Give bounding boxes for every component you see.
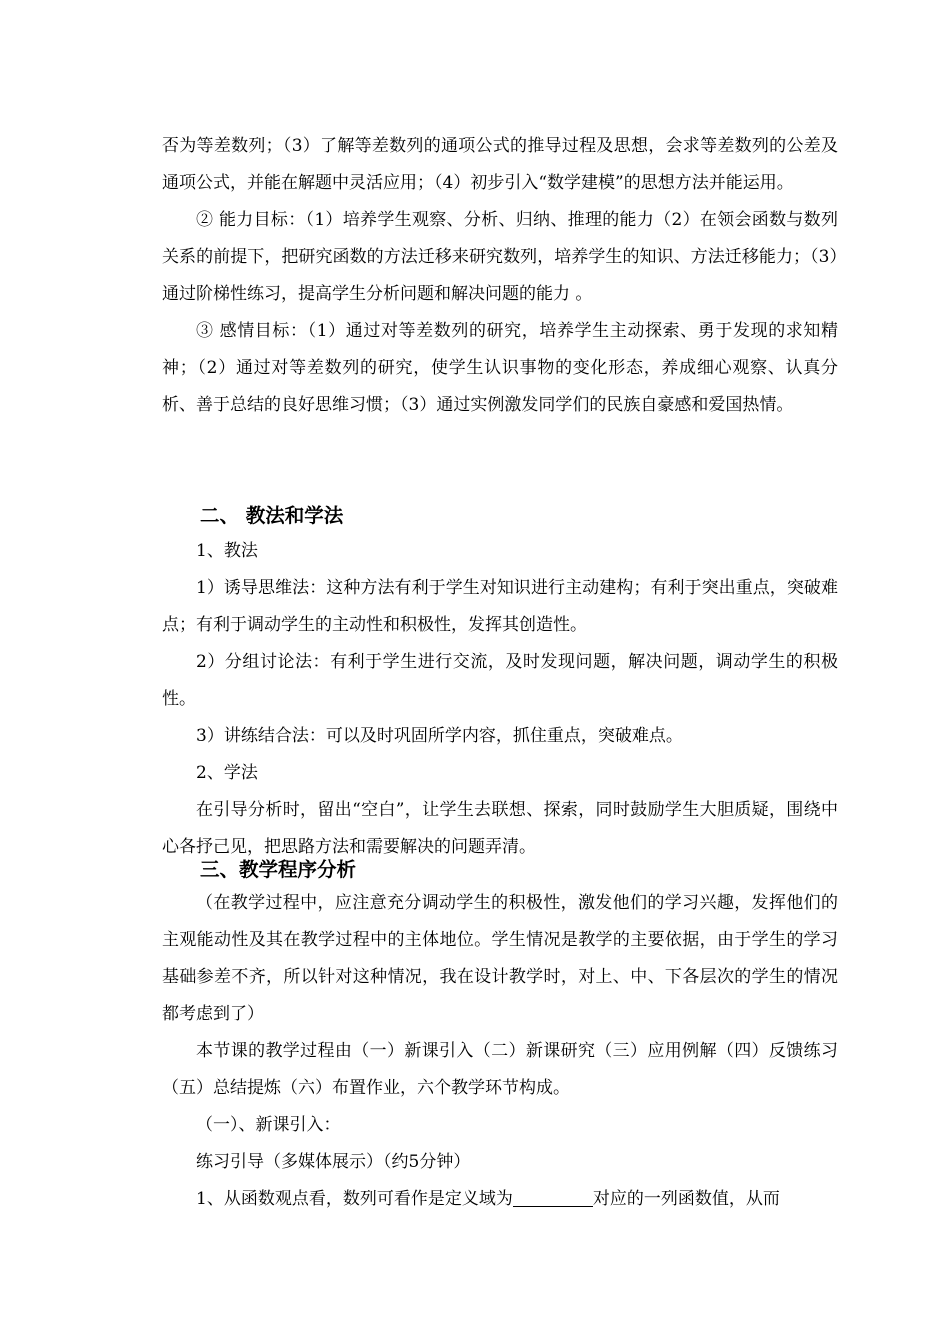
method-3: 3）讲练结合法：可以及时巩固所学内容，抓住重点，突破难点。 <box>196 726 683 746</box>
fill-blank <box>513 1189 593 1207</box>
procedure-intro: （在教学过程中，应注意充分调动学生的积极性，激发他们的学习兴趣，发挥他们的主观能动性及其在教学过程中的主体地位。学生情况是教学的主要依据，由于学生的学习基础参差不齐，所以针对这种情况，我在设计教学时，对上、中、下各层次的学生的情况都考虑到了） <box>162 893 838 1024</box>
procedure-steps: 本节课的教学过程由（一）新课引入（二）新课研究（三）应用例解（四）反馈练习（五）总结提炼（六）布置作业，六个教学环节构成。 <box>162 1041 838 1098</box>
question-1 <box>162 1181 838 1218</box>
ability-objective: ② 能力目标：（1）培养学生观察、分析、归纳、推理的能力（2）在领会函数与数列关系的前提下，把研究函数的方法迁移来研究数列，培养学生的知识、方法迁移能力；（3）通过阶梯性练习，提高学生分析问题和解决问题的能力 。 <box>162 210 838 304</box>
emotion-objective: ③ 感情目标：（1）通过对等差数列的研究，培养学生主动探索、勇于发现的求知精神；（2）通过对等差数列的研究，使学生认识事物的变化形态，养成细心观察、认真分析、善于总结的良好思维习惯；（3）通过实例激发同学们的民族自豪感和爱国热情。 <box>162 321 838 415</box>
question-1-after: 对应的一列函数值，从而 <box>592 1189 780 1209</box>
section-heading-procedure: 三、教学程序分析 <box>200 858 357 881</box>
objectives-block <box>162 128 838 424</box>
practice-guide: 练习引导（多媒体展示）（约5分钟） <box>196 1152 471 1172</box>
part-1-heading: （一）、新课引入： <box>196 1115 341 1135</box>
teaching-method-heading: 1、教法 <box>196 541 258 561</box>
method-1: 1）诱导思维法：这种方法有利于学生对知识进行主动建构；有利于突出重点，突破难点；有利于调动学生的主动性和积极性，发挥其创造性。 <box>162 578 838 635</box>
procedure-block <box>162 885 838 1218</box>
objective-continuation: 否为等差数列；（3）了解等差数列的通项公式的推导过程及思想，会求等差数列的公差及通项公式，并能在解题中灵活应用；（4）初步引入“数学建模”的思想方法并能运用。 <box>162 136 838 193</box>
learning-method-heading: 2、学法 <box>196 763 258 783</box>
section-heading-methods: 二、 教法和学法 <box>200 504 344 527</box>
question-1-before: 1、从函数观点看，数列可看作是定义域为 <box>196 1189 513 1209</box>
methods-block <box>162 533 838 866</box>
learning-method-text: 在引导分析时，留出“空白”，让学生去联想、探索，同时鼓励学生大胆质疑，围绕中心各抒己见，把思路方法和需要解决的问题弄清。 <box>162 800 838 857</box>
method-2: 2）分组讨论法：有利于学生进行交流，及时发现问题，解决问题，调动学生的积极性。 <box>162 652 838 709</box>
